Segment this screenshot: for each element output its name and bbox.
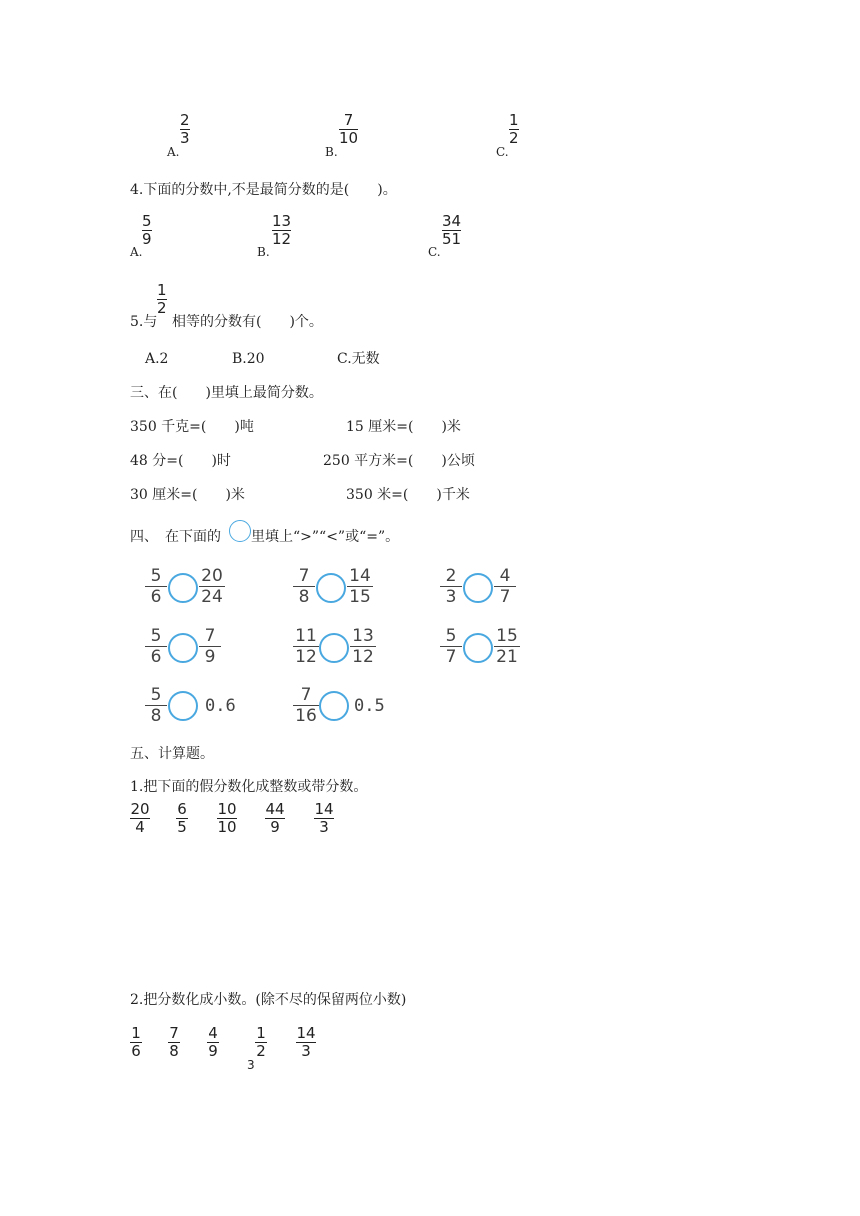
q2-fraction-5: 14 3 xyxy=(296,1024,316,1060)
q5-prefix: 5.与 xyxy=(130,314,158,330)
compare-7-left: 5 8 xyxy=(145,685,167,726)
q5-option-a: A.2 xyxy=(145,351,169,367)
section3-row1-right: 15 厘米=( )米 xyxy=(346,419,461,435)
compare-6-right: 15 21 xyxy=(494,626,520,667)
q3-option-a-label: A. xyxy=(167,145,180,159)
compare-5-right: 13 12 xyxy=(350,626,376,667)
q5-option-c: C.无数 xyxy=(337,351,380,367)
compare-5-circle[interactable] xyxy=(319,633,349,663)
section3-row2-right: 250 平方米=( )公顷 xyxy=(323,453,475,469)
q5-suffix: 相等的分数有( )个。 xyxy=(172,314,323,330)
q2-fraction-3: 4 9 xyxy=(208,1024,218,1060)
section5-title: 五、计算题。 xyxy=(130,746,214,762)
compare-3-right: 4 7 xyxy=(494,566,516,607)
compare-4-left: 5 6 xyxy=(145,626,167,667)
q4-option-c-label: C. xyxy=(428,245,441,259)
q3-option-b-fraction: 7 10 xyxy=(339,111,359,147)
compare-8-left: 7 16 xyxy=(293,685,319,726)
q4-text: 4.下面的分数中,不是最简分数的是( )。 xyxy=(130,182,397,198)
compare-1-right: 20 24 xyxy=(199,566,225,607)
q3-option-c-fraction: 1 2 xyxy=(509,111,519,147)
section3-row1-left: 350 千克=( )吨 xyxy=(130,419,254,435)
q2-fraction-1: 1 6 xyxy=(131,1024,141,1060)
q4-option-a-label: A. xyxy=(130,245,143,259)
q1-fraction-3: 10 10 xyxy=(217,800,237,836)
section4-title-prefix: 四、 在下面的 xyxy=(130,529,221,545)
section5-q1-text: 1.把下面的假分数化成整数或带分数。 xyxy=(130,779,368,795)
q4-option-a-fraction: 5 9 xyxy=(142,212,152,248)
section3-title: 三、在( )里填上最简分数。 xyxy=(130,385,323,401)
q4-option-c-fraction: 34 51 xyxy=(442,212,462,248)
q1-fraction-5: 14 3 xyxy=(314,800,334,836)
compare-1-circle[interactable] xyxy=(168,573,198,603)
q2-fraction-4: 1 2 xyxy=(256,1024,266,1060)
section3-row3-left: 30 厘米=( )米 xyxy=(130,487,245,503)
q2-fraction-2: 7 8 xyxy=(169,1024,179,1060)
section3-row2-left: 48 分=( )时 xyxy=(130,453,231,469)
compare-1-left: 5 6 xyxy=(145,566,167,607)
section3-row3-right: 350 米=( )千米 xyxy=(346,487,470,503)
q5-option-b: B.20 xyxy=(232,351,265,367)
compare-3-left: 2 3 xyxy=(440,566,462,607)
compare-7-right: 0.6 xyxy=(205,696,236,716)
q3-option-c-label: C. xyxy=(496,145,509,159)
compare-6-left: 5 7 xyxy=(440,626,462,667)
compare-3-circle[interactable] xyxy=(463,573,493,603)
q1-fraction-4: 44 9 xyxy=(265,800,285,836)
compare-8-right: 0.5 xyxy=(354,696,385,716)
compare-8-circle[interactable] xyxy=(319,691,349,721)
answer-circle-icon xyxy=(229,520,251,542)
section4-title-suffix: 里填上“>”“<”或“=”。 xyxy=(251,529,400,545)
compare-2-left: 7 8 xyxy=(293,566,315,607)
compare-6-circle[interactable] xyxy=(463,633,493,663)
q4-option-b-label: B. xyxy=(257,245,270,259)
q1-fraction-1: 20 4 xyxy=(130,800,150,836)
compare-2-right: 14 15 xyxy=(347,566,373,607)
q1-fraction-2: 6 5 xyxy=(177,800,187,836)
compare-4-right: 7 9 xyxy=(199,626,221,667)
compare-5-left: 11 12 xyxy=(293,626,319,667)
compare-4-circle[interactable] xyxy=(168,633,198,663)
q5-fraction: 1 2 xyxy=(157,281,167,317)
section5-q2-text: 2.把分数化成小数。(除不尽的保留两位小数) xyxy=(130,992,407,1008)
compare-7-circle[interactable] xyxy=(168,691,198,721)
q3-option-a-fraction: 2 3 xyxy=(180,111,190,147)
compare-2-circle[interactable] xyxy=(316,573,346,603)
q2-mixed-whole: 3 xyxy=(247,1058,255,1072)
q3-option-b-label: B. xyxy=(325,145,338,159)
q4-option-b-fraction: 13 12 xyxy=(272,212,292,248)
